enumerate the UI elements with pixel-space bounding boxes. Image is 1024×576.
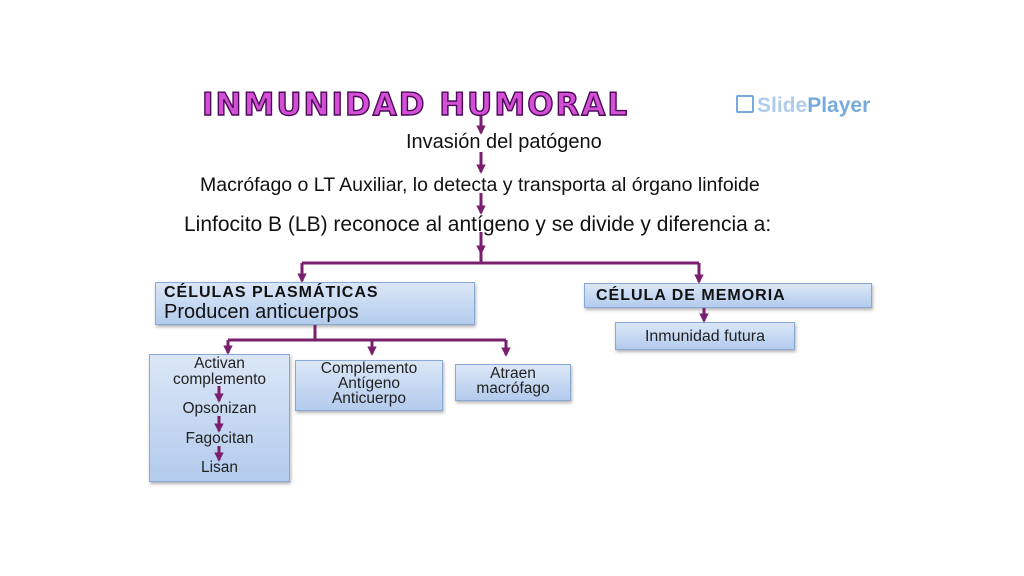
memory-cell-box [584, 283, 872, 308]
antigen-antibody-label: Complemento Antígeno Anticuerpo [320, 360, 418, 407]
lysis-label: Lisan [200, 459, 239, 476]
complement-box [149, 354, 290, 482]
opsonization-label: Opsonizan [182, 400, 257, 417]
plasma-cells-heading: CÉLULAS PLASMÁTICAS [164, 284, 379, 301]
step-detection: Macrófago o LT Auxiliar, lo detecta y transporta al órgano linfoide [200, 174, 760, 196]
future-immunity-box [615, 322, 795, 350]
macrophage-label: Atraen macrófago [476, 365, 550, 397]
plasma-cells-subtitle: Producen anticuerpos [164, 301, 359, 323]
step-invasion: Invasión del patógeno [406, 131, 602, 153]
diagram-title: INMUNIDAD HUMORAL [202, 87, 630, 123]
future-immunity-label: Inmunidad futura [644, 328, 766, 345]
slideplayer-logo-icon [736, 95, 754, 113]
macrophage-box [455, 364, 571, 401]
antigen-antibody-box [295, 360, 443, 411]
plasma-cells-box [155, 282, 475, 325]
memory-cell-heading: CÉLULA DE MEMORIA [596, 287, 786, 304]
phagocytosis-label: Fagocitan [185, 430, 254, 447]
complement-activation-label: Activan complemento [172, 355, 267, 388]
slideplayer-watermark: SlidePlayer [736, 93, 870, 119]
step-differentiation: Linfocito B (LB) reconoce al antígeno y se divide y diferencia a: [184, 213, 772, 236]
